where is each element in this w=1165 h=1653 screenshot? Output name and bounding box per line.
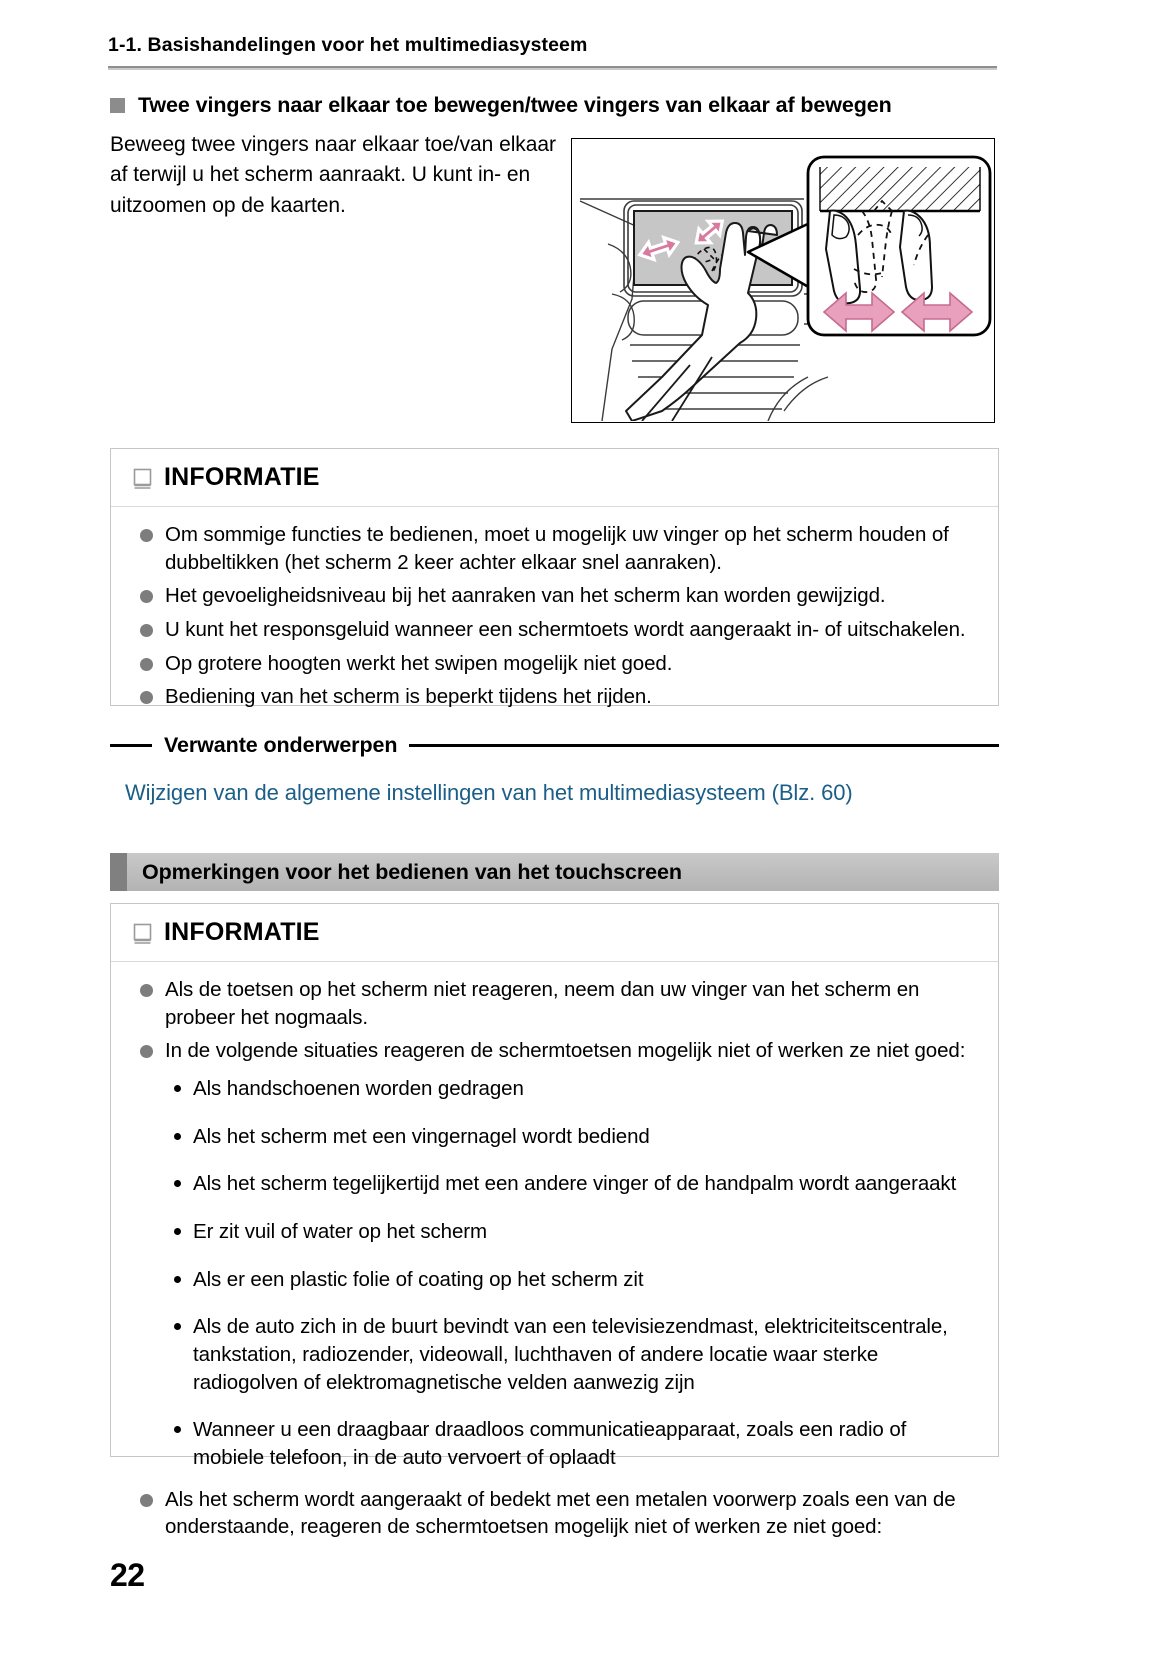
sub-list-item: Als de auto zich in de buurt bevindt van een televisiezendmast, elektriciteitscentrale, tankstation, radiozender, videowall, luchthaven of andere locatie waar sterke radiogolven of elektromagnetische velden aanwezig zijn [165,1313,978,1396]
list-item: Op grotere hoogten werkt het swipen mogelijk niet goed. [133,650,978,678]
illustration-svg [572,139,993,421]
running-header [108,34,997,70]
information-box-1-title-bar [111,449,998,507]
subsection-title-bar [127,853,999,891]
section-heading-label: Twee vingers naar elkaar toe bewegen/twee vingers van elkaar af bewegen [138,93,892,117]
header-rule [108,66,997,70]
information-box-2-bullet-list [133,976,978,1541]
book-icon [133,923,152,945]
sub-list-item: Er zit vuil of water op het scherm [165,1218,978,1246]
list-item: Het gevoeligheidsniveau bij het aanraken van het scherm kan worden gewijzigd. [133,582,978,610]
situations-sub-list [165,1075,978,1472]
subsection-title: Opmerkingen voor het bedienen van het touchscreen [142,859,682,884]
related-topics-label: Verwante onderwerpen [164,733,398,757]
sub-list-item: Als het scherm met een vingernagel wordt bediend [165,1123,978,1151]
related-topics-header [110,733,999,758]
page-number: 22 [110,1557,145,1593]
pinch-gesture-illustration [571,138,995,423]
related-topics-rule-left [110,744,152,747]
sub-list-item: Als het scherm tegelijkertijd met een andere vinger of de handpalm wordt aangeraakt [165,1170,978,1198]
list-item-text: In de volgende situaties reageren de schermtoetsen mogelijk niet of werken ze niet goed: [165,1039,966,1063]
related-topics-rule-right [409,744,999,747]
sub-list-item: Wanneer u een draagbaar draadloos communicatieapparaat, zoals een radio of mobiele telefoon, in de auto vervoert of oplaadt [165,1416,978,1471]
information-box-2-title-bar [111,904,998,962]
list-item: U kunt het responsgeluid wanneer een schermtoets wordt aangeraakt in- of uitschakelen. [133,616,978,644]
chapter-title: 1-1. Basishandelingen voor het multimediasysteem [108,34,588,56]
list-item-text: Als de toetsen op het scherm niet reageren, neem dan uw vinger van het scherm en probeer het nogmaals. [165,978,920,1029]
information-box-2-body [111,962,998,1557]
square-bullet-icon [110,98,125,113]
sub-list-item: Als er een plastic folie of coating op het scherm zit [165,1266,978,1294]
information-box-1-title: INFORMATIE [164,463,320,491]
related-topic-link[interactable]: Wijzigen van de algemene instellingen van het multimediasysteem (Blz. 60) [125,780,853,805]
list-item-text: Als het scherm wordt aangeraakt of bedekt met een metalen voorwerp zoals een van de onderstaande, reageren de schermtoetsen mogelijk niet of werken ze niet goed: [165,1487,956,1539]
sub-list-item: Als handschoenen worden gedragen [165,1075,978,1103]
information-box-1-body [111,507,998,727]
list-item [133,1037,978,1471]
section-heading [110,92,999,119]
information-box-1-bullet-list [133,521,978,711]
list-item: Om sommige functies te bedienen, moet u mogelijk uw vinger op het scherm houden of dubbeltikken (het scherm 2 keer achter elkaar snel aanraken). [133,521,978,576]
list-item: Bediening van het scherm is beperkt tijdens het rijden. [133,683,978,711]
book-icon [133,468,152,490]
list-item [133,1486,978,1541]
information-box-2-title: INFORMATIE [164,918,320,946]
information-box-1 [110,448,999,709]
list-item [133,976,978,1031]
information-box-2 [110,903,999,1539]
section-intro-paragraph: Beweeg twee vingers naar elkaar toe/van elkaar af terwijl u het scherm aanraakt. U kunt in- en uitzoomen op de kaarten. [110,133,556,217]
